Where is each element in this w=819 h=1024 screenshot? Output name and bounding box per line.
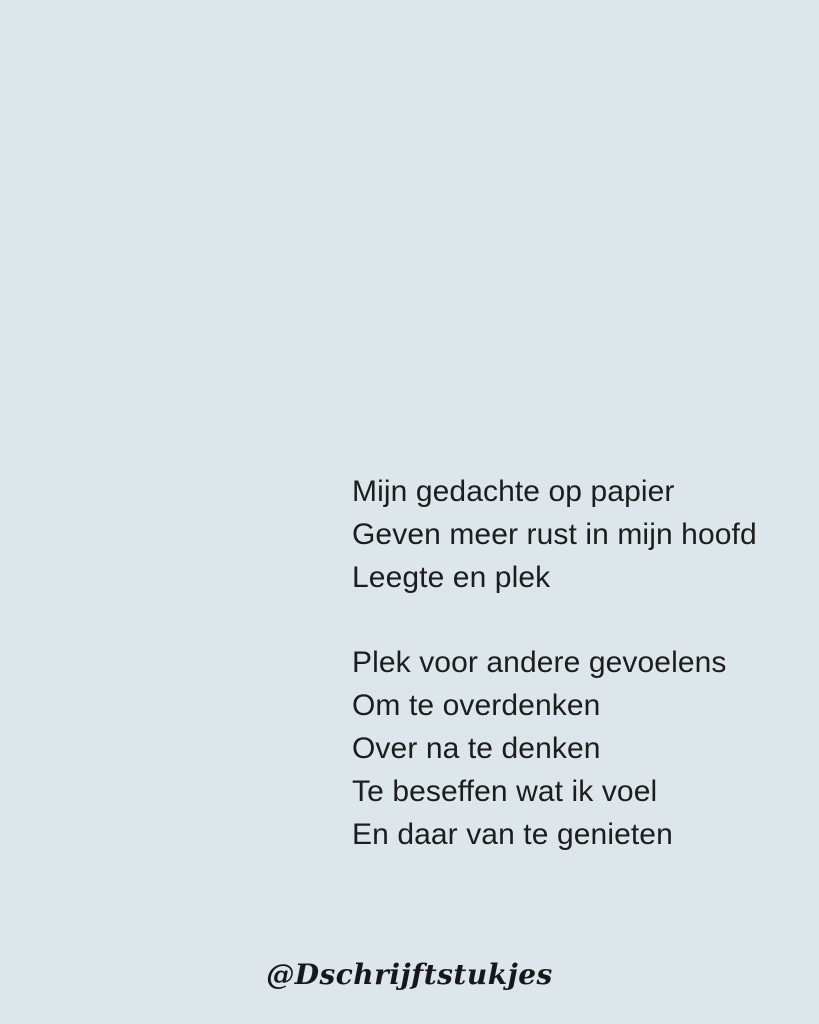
poem-line: En daar van te genieten — [352, 818, 673, 851]
author-handle: @Dschrijftstukjes — [266, 958, 553, 991]
poem-line: Leegte en plek — [352, 561, 551, 594]
poem-line: Om te overdenken — [352, 689, 601, 722]
poem-line: Mijn gedachte op papier — [352, 475, 675, 508]
poem-line: Te beseffen wat ik voel — [352, 775, 658, 808]
poem-stanza-1 — [352, 470, 802, 599]
poem-line: Geven meer rust in mijn hoofd — [352, 518, 757, 551]
poem-stanza-2 — [352, 641, 802, 856]
poem-line: Over na te denken — [352, 732, 601, 765]
poem-text-block — [352, 470, 802, 856]
poem-line: Plek voor andere gevoelens — [352, 646, 727, 679]
